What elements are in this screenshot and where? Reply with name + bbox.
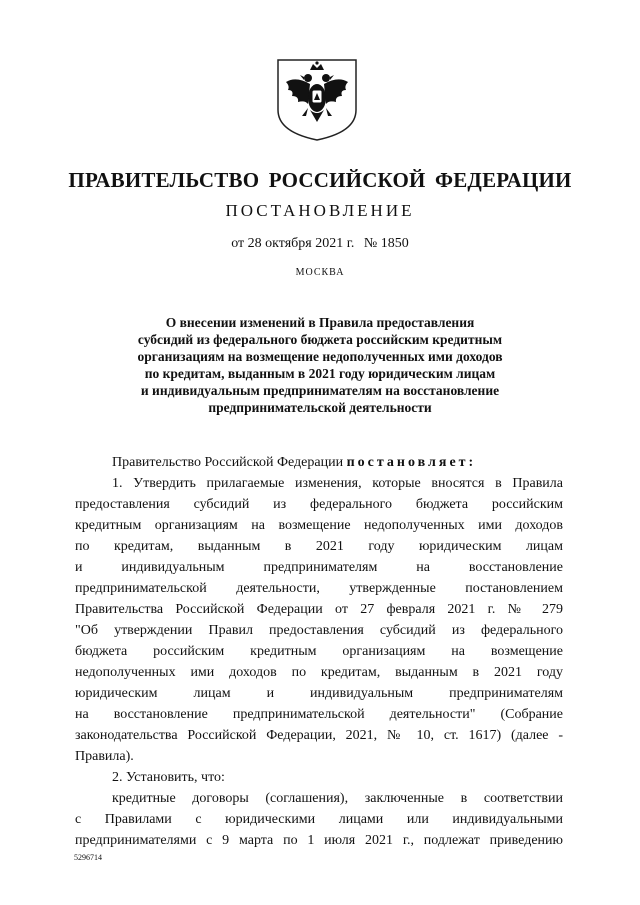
document-subject <box>90 314 550 416</box>
body-line: предпринимательской деятельности, утвержденные постановлением <box>75 581 563 596</box>
body-line: "Об утверждении Правил предоставления субсидий из федерального <box>75 623 563 638</box>
body-line: по кредитам, выданным в 2021 году юридическим лицам <box>75 539 563 554</box>
body-line: предпринимателями с 9 марта по 1 июля 2021 г., подлежат приведению <box>75 833 563 848</box>
state-emblem <box>274 56 360 142</box>
document-city: МОСКВА <box>295 267 345 278</box>
body-line: Правила). <box>75 749 134 764</box>
body-line: 2. Установить, что: <box>112 770 225 785</box>
body-line: с Правилами с юридическими лицами или индивидуальными <box>75 812 563 827</box>
document-number: № 1850 <box>363 236 409 251</box>
body-line: кредитные договоры (соглашения), заключенные в соответствии <box>112 791 563 806</box>
document-date-number <box>0 236 640 252</box>
subject-line: организациям на возмещение недополученных ими доходов <box>137 349 503 364</box>
subject-line: субсидий из федерального бюджета российским кредитным <box>137 332 503 347</box>
intro-emphasis: постановляет: <box>346 455 477 470</box>
subject-line: О внесении изменений в Правила предоставления <box>165 315 475 330</box>
subject-line: предпринимательской деятельности <box>208 400 432 415</box>
subject-line: по кредитам, выданным в 2021 году юридическим лицам <box>144 366 496 381</box>
body-line: бюджета российским кредитным организациям на возмещение <box>75 644 563 659</box>
body-line: предоставления субсидий из федерального бюджета российским <box>75 497 563 512</box>
intro-text: Правительство Российской Федерации <box>112 455 344 470</box>
body-line: юридическим лицам и индивидуальным предпринимателям <box>75 686 563 701</box>
document-code: 5296714 <box>74 853 102 862</box>
document-type: ПОСТАНОВЛЕНИЕ <box>225 201 415 220</box>
government-title: ПРАВИТЕЛЬСТВО РОССИЙСКОЙ ФЕДЕРАЦИИ <box>68 168 572 192</box>
document-body <box>75 452 563 851</box>
body-line: Правительства Российской Федерации от 27 февраля 2021 г. № 279 <box>75 602 563 617</box>
body-line: и индивидуальным предпринимателям на восстановление <box>75 560 563 575</box>
body-line: 1. Утвердить прилагаемые изменения, которые вносятся в Правила <box>112 476 563 491</box>
body-line: законодательства Российской Федерации, 2021, № 10, ст. 1617) (далее - <box>75 728 563 743</box>
intro-paragraph <box>75 452 563 473</box>
body-line: недополученных ими доходов по кредитам, выданным в 2021 году <box>75 665 563 680</box>
document-date: от 28 октября 2021 г. <box>231 236 355 251</box>
subject-line: и индивидуальным предпринимателям на восстановление <box>140 383 500 398</box>
body-line: кредитным организациям на возмещение недополученных ими доходов <box>75 518 563 533</box>
body-line: на восстановление предпринимательской деятельности" (Собрание <box>75 707 563 722</box>
